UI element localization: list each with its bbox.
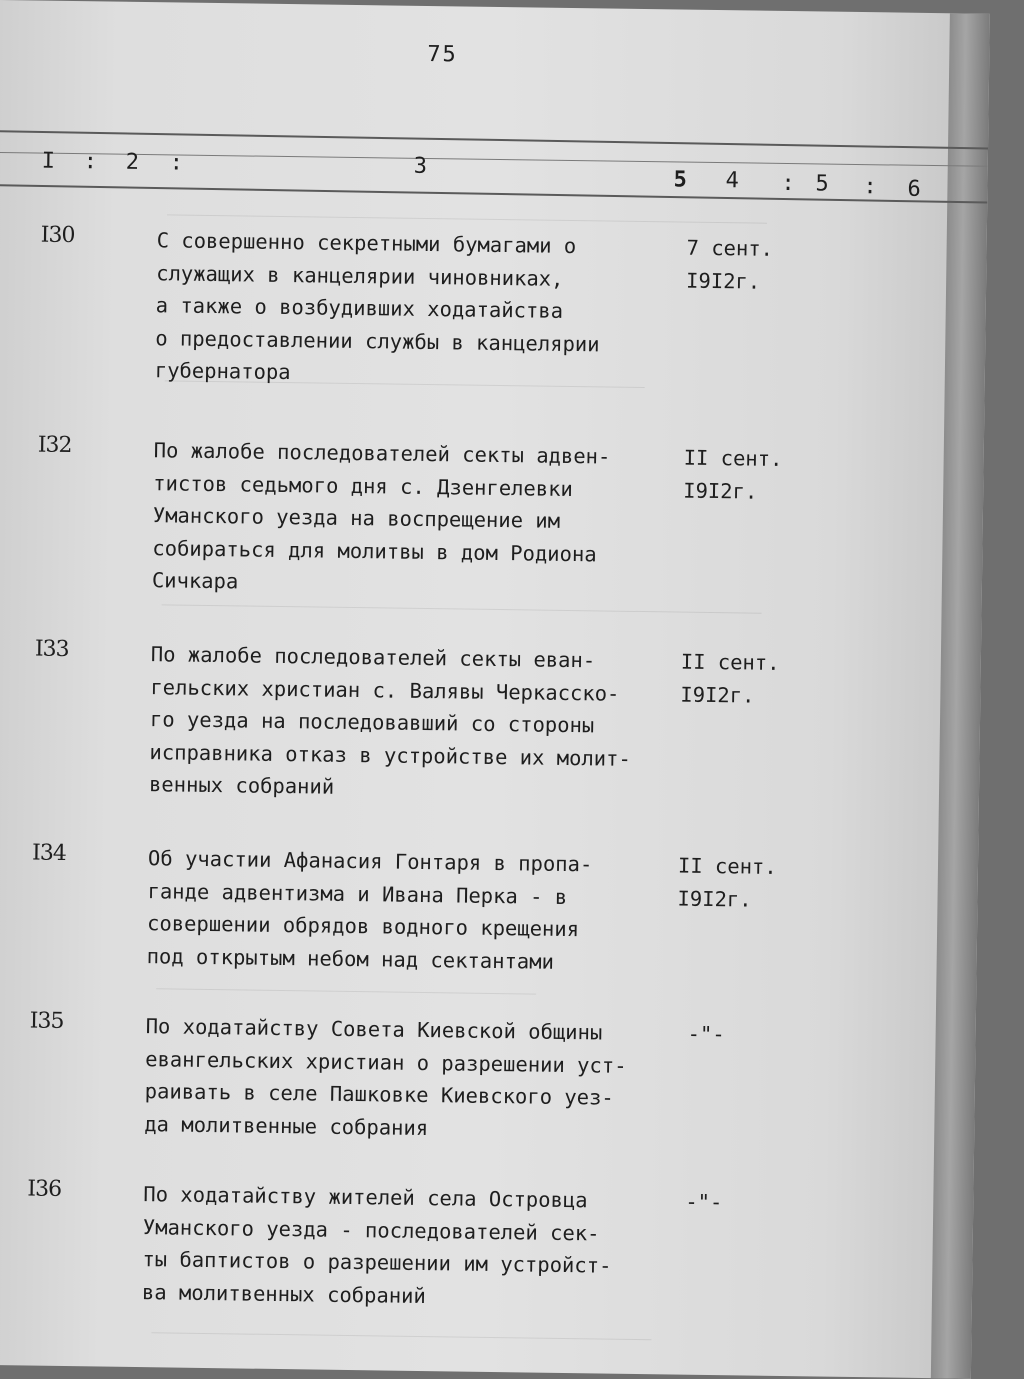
entry-description: По ходатайству Совета Киевской общины евангельских христиан о разрешении уст- раивать в селе Пашковке Киевского уез- да молитвенные собрания [144,1014,627,1140]
column-separator: : [863,174,877,200]
table-header-mid-rule [0,152,988,167]
column-number: 5 [673,167,687,193]
entry-description: По ходатайству жителей села Островца Уманского уезда - последователей сек- ты баптистов о разрешении им устройст- ва молитвенных собраний [141,1182,612,1308]
inventory-entry [0,636,971,799]
column-number: 4 [725,168,739,194]
entry-number: I35 [29,1008,64,1034]
entry-date: -"- [687,1021,725,1047]
column-number: I [41,148,56,174]
table-header-top-rule [0,130,988,149]
column-number: 5 [815,171,829,197]
page-edge-shadow [931,13,990,1378]
column-separator: : [83,149,98,175]
entry-date: II сент. I9I2г. [680,649,780,708]
entry-date: -"- [685,1189,723,1215]
column-separator: : [169,150,184,176]
inventory-entry [0,222,977,385]
entry-date: II сент. I9I2г. [677,853,777,912]
entry-description: С совершенно секретными бумагами о служащих в канцелярии чиновниках, а также о возбудивших ходатайства о предоставлении службы в канцелярии губернатора [154,228,600,385]
entry-date: 7 сент. I9I2г. [685,235,774,294]
entry-number: I32 [37,432,72,459]
inventory-entry [0,1008,966,1140]
entry-description: По жалобе последователей секты еван- гельских христиан с. Валявы Черкасско- го уезда на последовавший со стороны исправника отказ в устройстве их молит- венных собраний [148,642,631,799]
table-header-bottom-rule [0,184,987,203]
column-separator: : [781,170,795,197]
inventory-entry [0,1176,963,1308]
inventory-entry [0,840,968,974]
inventory-entry [0,432,974,594]
column-number: 2 [125,149,140,175]
bleed-through-line [167,214,767,223]
bleed-through-line [156,988,536,994]
column-number: 3 [413,153,428,179]
column-number: 6 [907,176,921,202]
entry-date: II сент. I9I2г. [683,445,783,504]
entry-number: I30 [40,222,75,249]
entry-number: I33 [34,636,69,663]
entry-number: I36 [27,1176,62,1202]
page-number: 75 [427,41,458,68]
entry-description: По жалобе последователей секты адвен- тистов седьмого дня с. Дзенгелевки Уманского уезда на воспрещение им собираться для молитвы в дом Родиона Сичкара [151,438,611,594]
entry-number: I34 [31,840,66,867]
entry-description: Об участии Афанасия Гонтаря в пропа- ганде адвентизма и Ивана Перка - в совершении обрядов водного крещения под открытым небом над сектантами [146,846,593,974]
bleed-through-line [151,1332,651,1340]
bleed-through-line [162,604,762,613]
